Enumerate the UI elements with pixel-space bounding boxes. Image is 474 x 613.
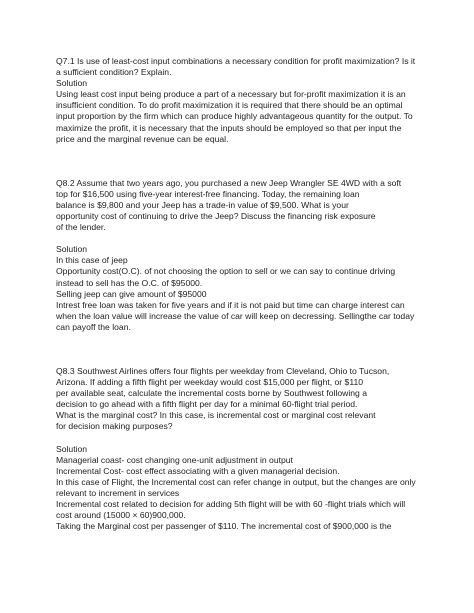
text-line: for decision making purposes?	[56, 421, 173, 432]
text-line: top for $16,500 using five-year interest-free financing. Today, the remaining loan	[56, 188, 360, 199]
question-8-2-text	[56, 178, 424, 233]
solution-heading: Solution	[56, 78, 88, 89]
text-line: Arizona. If adding a fifth flight per weekday would cost $15,000 per flight, or $110	[56, 377, 364, 388]
solution-heading: Solution	[56, 443, 88, 454]
text-line: price and the marginal revenue can be equal.	[56, 133, 229, 144]
text-line: Incremental Cost- cost effect associating with a given managerial decision.	[56, 465, 340, 476]
text-line: What is the marginal cost? In this case, is incremental cost or marginal cost relevant	[56, 410, 376, 421]
question-8-3-section	[56, 366, 424, 532]
text-line: Taking the Marginal cost per passenger of $110. The incremental cost of $900,000 is the	[56, 521, 392, 532]
text-line: In this case of jeep	[56, 255, 128, 266]
text-line: relevant to increment in services	[56, 487, 180, 498]
answer-7-1-text	[56, 89, 424, 144]
text-line: can payoff the loan.	[56, 321, 131, 332]
text-line: insufficient condition. To do profit maximization it is required that there should be an optimal	[56, 100, 403, 111]
text-line: In this case of Flight, the Incremental cost can refer change in output, but the changes are only	[56, 476, 416, 487]
text-line: Incremental cost related to decision for adding 5th flight will be with 60 -flight trials which will	[56, 499, 406, 509]
text-line: balance is $9,800 and your Jeep has a trade-in value of $9,500. What is your	[56, 199, 349, 210]
text-line: when the loan value will increase the value of car will keep on decressing. Sellingthe car today	[56, 310, 415, 321]
question-8-2-section	[56, 178, 424, 333]
text-line: Intrest free loan was taken for five years and if it is not paid but time can charge interest can	[56, 299, 405, 310]
paragraph-spacer	[56, 433, 424, 444]
answer-8-3-text	[56, 455, 424, 533]
text-line: Using least cost input being produce a part of a necessary but for-profit maximization it is an	[56, 89, 406, 100]
solution-heading: Solution	[56, 244, 88, 255]
question-7-1-text	[56, 56, 424, 78]
question-8-3-text	[56, 366, 424, 433]
text-line: a sufficient condition? Explain.	[56, 67, 172, 78]
question-7-1-section	[56, 56, 424, 145]
section-spacer	[56, 145, 424, 178]
paragraph-spacer	[56, 233, 424, 244]
answer-8-2-text	[56, 255, 424, 333]
text-line: decision to go ahead with a fifth flight per day for a minimal 60-flight trial period.	[56, 399, 358, 410]
text-line: opportunity cost of continuing to drive the Jeep? Discuss the financing risk exposure	[56, 211, 376, 222]
text-line: Q7.1 Is use of least-cost input combinations a necessary condition for profit maximization? Is it	[56, 56, 416, 66]
text-line: cost around (15000 × 60)900,000.	[56, 510, 186, 521]
text-line: Q8.2 Assume that two years ago, you purchased a new Jeep Wrangler SE 4WD with a soft	[56, 177, 402, 188]
text-line: maximize the profit, it is necessary that the inputs should be employed so that per input the	[56, 122, 402, 133]
text-line: input proportion by the firm which can produce highly advantageous quantity for the output. To	[56, 111, 413, 122]
text-line: Managerial coast- cost changing one-unit adjustment in output	[56, 454, 293, 465]
text-line: per available seat, calculate the incremental costs borne by Southwest following a	[56, 388, 367, 399]
section-spacer	[56, 333, 424, 366]
text-line: Q8.3 Southwest Airlines offers four flights per weekday from Cleveland, Ohio to Tucson,	[56, 365, 390, 376]
text-line: instead to sell has the O.C. of $95000.	[56, 277, 203, 288]
text-line: Selling jeep can give amount of $95000	[56, 288, 207, 299]
text-line: Opportunity cost(O.C). of not choosing the option to sell or we can say to continue driving	[56, 266, 396, 277]
text-line: of the lender.	[56, 222, 106, 233]
